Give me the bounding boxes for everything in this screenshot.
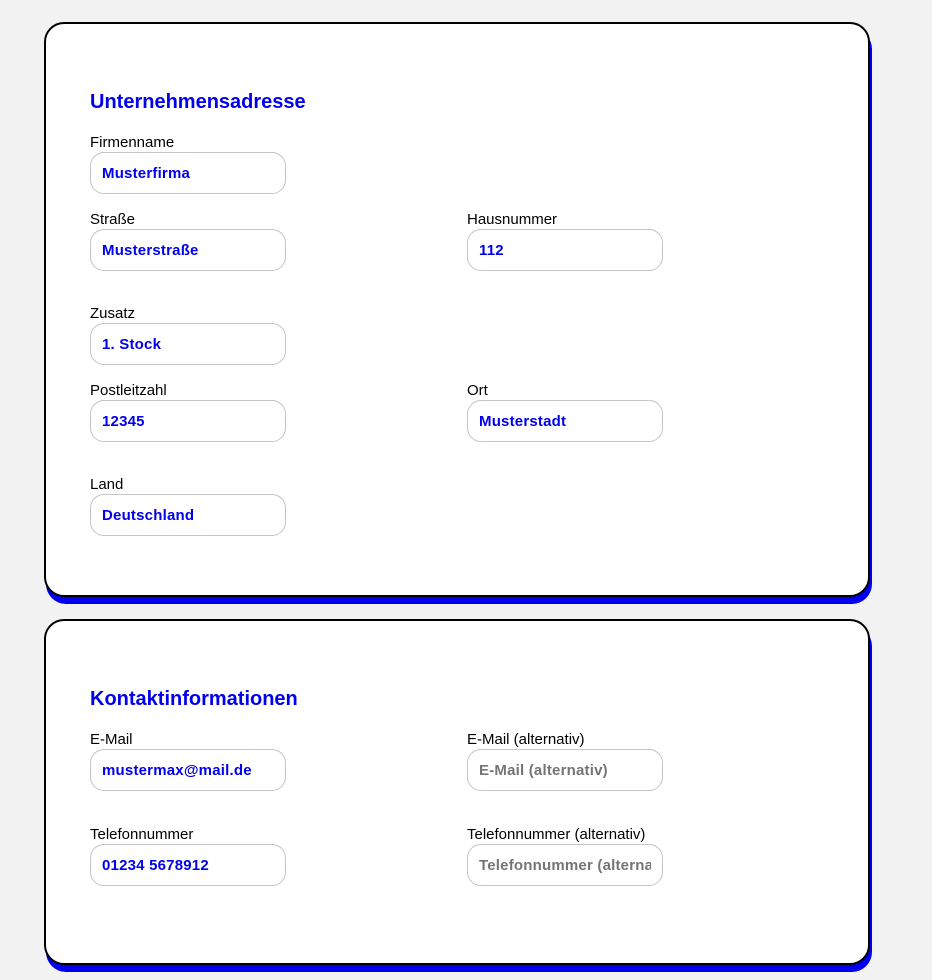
company-name-input[interactable] — [90, 152, 286, 194]
section-title-company-address: Unternehmensadresse — [90, 91, 306, 113]
house-number-label: Hausnummer — [467, 211, 558, 228]
email-alt-label: E-Mail (alternativ) — [467, 731, 585, 748]
phone-alt-input[interactable] — [467, 844, 663, 886]
country-input[interactable] — [90, 494, 286, 536]
city-label: Ort — [467, 382, 488, 399]
email-input[interactable] — [90, 749, 286, 791]
phone-field — [90, 826, 290, 886]
country-label: Land — [90, 476, 124, 493]
city-input[interactable] — [467, 400, 663, 442]
phone-alt-label: Telefonnummer (alternativ) — [467, 826, 646, 843]
email-alt-field — [467, 731, 667, 791]
house-number-field — [467, 211, 667, 271]
address-addition-input[interactable] — [90, 323, 286, 365]
section-title-contact-info: Kontaktinformationen — [90, 688, 298, 710]
country-field — [90, 476, 290, 536]
postal-code-field — [90, 382, 290, 442]
company-name-field — [90, 134, 290, 194]
phone-alt-field — [467, 826, 667, 886]
postal-code-input[interactable] — [90, 400, 286, 442]
phone-label: Telefonnummer — [90, 826, 194, 843]
company-name-label: Firmenname — [90, 134, 175, 151]
email-alt-input[interactable] — [467, 749, 663, 791]
street-field — [90, 211, 290, 271]
contact-info-card — [44, 619, 870, 965]
address-addition-field — [90, 305, 290, 365]
company-address-card — [44, 22, 870, 597]
house-number-input[interactable] — [467, 229, 663, 271]
phone-input[interactable] — [90, 844, 286, 886]
street-input[interactable] — [90, 229, 286, 271]
address-addition-label: Zusatz — [90, 305, 136, 322]
street-label: Straße — [90, 211, 136, 228]
postal-code-label: Postleitzahl — [90, 382, 167, 399]
city-field — [467, 382, 667, 442]
email-label: E-Mail — [90, 731, 133, 748]
email-field — [90, 731, 290, 791]
